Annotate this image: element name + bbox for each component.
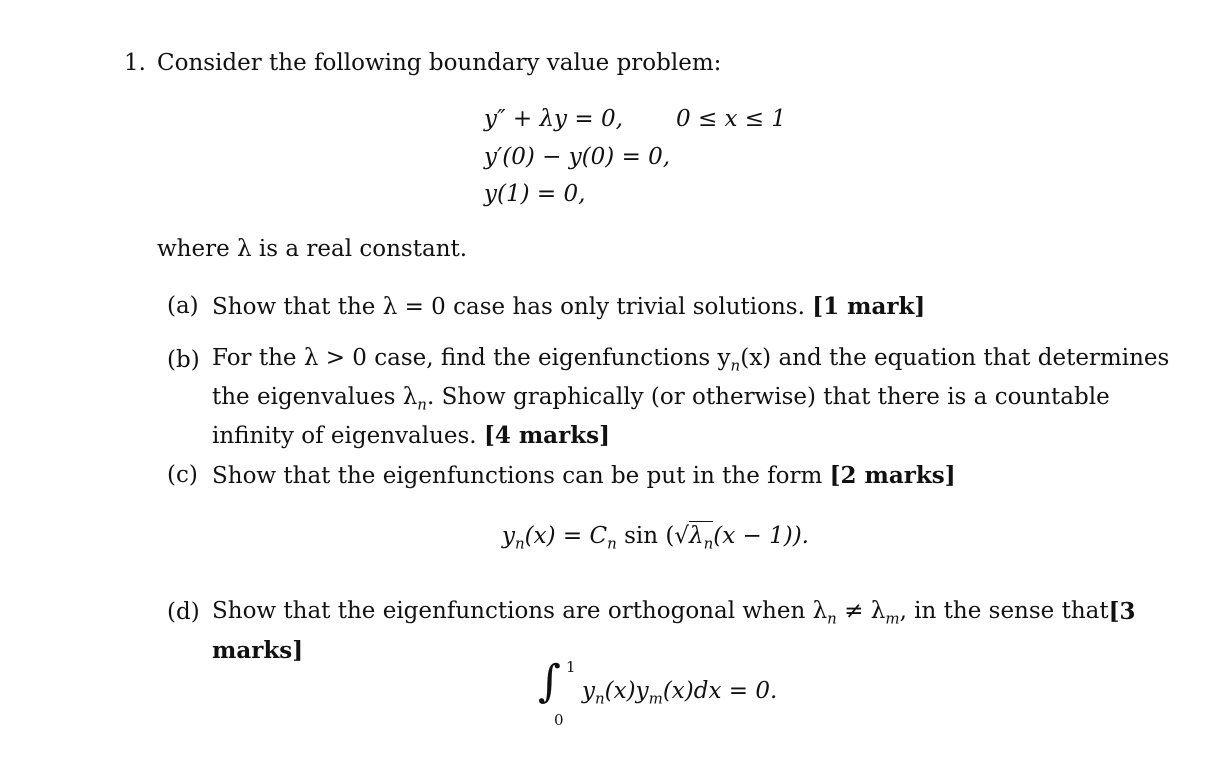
part-b-line3-a: infinity of eigenvalues. [212, 423, 477, 450]
part-d-marks-close: marks] [212, 636, 304, 664]
part-a-marks: [1 mark] [812, 293, 926, 320]
part-d-label: (d) [167, 599, 200, 625]
part-c-marks: [2 marks] [829, 462, 956, 489]
question-intro: Consider the following boundary value problem: [157, 50, 722, 76]
part-b-line-1 [212, 343, 1170, 382]
integral-sign: ∫ [538, 656, 561, 707]
integral-upper-limit: 1 [566, 658, 576, 676]
formula-sqrt-lambda: λ [689, 523, 704, 549]
integrand-sub-m: m [648, 689, 663, 708]
part-a-label: (a) [167, 293, 199, 319]
formula-sin: sin ( [624, 523, 675, 549]
formula-sqrt-sub: n [703, 534, 714, 553]
part-c-formula [502, 521, 809, 553]
part-d-line1-a: Show that the eigenfunctions are orthogonal when λ [212, 598, 828, 624]
part-c-text [212, 462, 956, 489]
part-d-sub-m: m [885, 609, 900, 628]
part-d-line-1 [212, 596, 1136, 635]
part-b-line2-sub: n [417, 395, 427, 414]
part-a-text [212, 293, 925, 320]
part-d-marks-open: [3 [1108, 598, 1136, 625]
integral-lower-limit: 0 [554, 711, 564, 729]
integrand-mid: (x)y [604, 678, 649, 704]
part-b-label: (b) [167, 347, 200, 373]
formula-tail: (x − 1)). [713, 523, 809, 549]
part-b-marks: [4 marks] [483, 422, 610, 450]
part-d-neq: ≠ λ [836, 598, 886, 624]
part-a-statement: Show that the λ = 0 case has only trivial solutions. [212, 294, 805, 320]
part-b-line-2 [212, 382, 1112, 421]
integrand-sub-n: n [595, 689, 605, 708]
part-d-line1-b: , in the sense that [899, 598, 1109, 624]
part-b-line1-a: For the λ > 0 case, find the eigenfunctions y [212, 345, 731, 371]
integrand [582, 678, 777, 708]
part-c-label: (c) [167, 462, 198, 488]
integrand-tail: (x)dx = 0. [662, 678, 778, 704]
part-b-text [212, 343, 1170, 452]
part-b-line2-b: . Show graphically (or otherwise) that there is a countable [426, 383, 1110, 410]
integrand-y: y [582, 678, 595, 704]
part-d-text [212, 596, 1136, 667]
equation-bc-right: y(1) = 0, [484, 181, 586, 207]
part-b-line2-a: the eigenvalues λ [212, 383, 418, 410]
formula-y-sub: n [515, 534, 525, 553]
equation-domain: 0 ≤ x ≤ 1 [676, 106, 787, 132]
sqrt-symbol: $√\lambda_n$ [674, 523, 714, 553]
part-d-line-2 [212, 635, 1112, 667]
formula-mid: (x) = C [524, 523, 608, 549]
part-b-line1-b: (x) and the equation that determines [740, 345, 1170, 371]
part-b-line-3 [212, 420, 1112, 452]
part-c-statement: Show that the eigenfunctions can be put in the form [212, 463, 823, 489]
formula-c-sub: n [607, 534, 617, 553]
equation-ode: y″ + λy = 0, [484, 106, 623, 132]
question-number: 1. [124, 50, 146, 76]
part-d-sub-n: n [827, 609, 837, 628]
part-b-line1-sub: n [730, 356, 741, 375]
where-statement: where λ is a real constant. [157, 236, 468, 262]
formula-y: y [502, 523, 515, 549]
equation-bc-left: y′(0) − y(0) = 0, [484, 144, 671, 170]
